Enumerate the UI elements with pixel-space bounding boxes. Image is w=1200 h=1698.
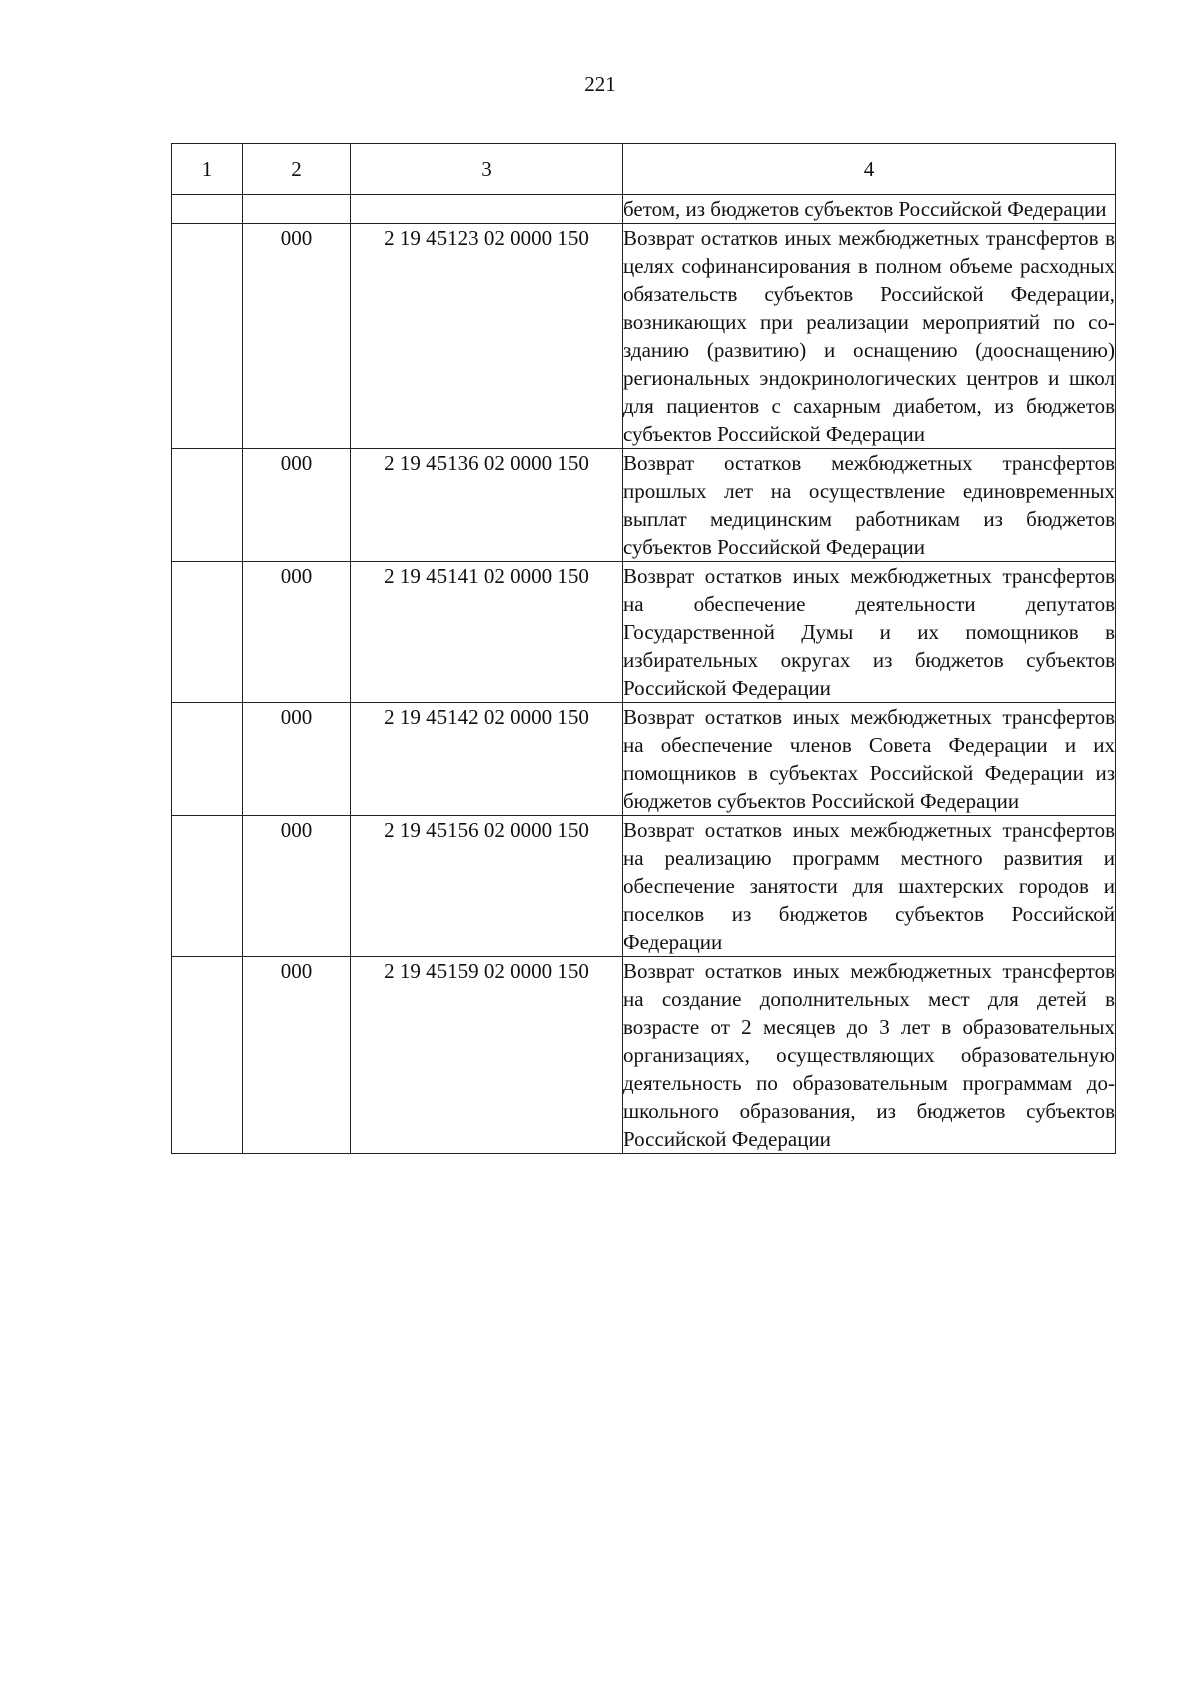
cell-description: Возврат остатков иных межбюджетных трансфертов на реализацию программ местного развития и обеспечение занятости для шахтерских городов и поселков из бюджетов субъектов Российской Федерации <box>623 816 1116 957</box>
table-row <box>172 195 1116 224</box>
column-header-1: 1 <box>172 144 243 195</box>
cell-admin-code: 000 <box>243 224 351 449</box>
cell-description: Возврат остатков иных межбюджетных трансфертов в целях софинансирования в полном объеме расходных обязательств субъектов Российской Федерации, возникающих при реализации мероприятий по созданию (развитию) и оснащению (дооснащению) региональных эндокринологических центров и школ для пациентов с сахарным диабетом, из бюджетов субъектов Российской Федерации <box>623 224 1116 449</box>
cell-budget-code: 2 19 45141 02 0000 150 <box>351 562 623 703</box>
table-row <box>172 449 1116 562</box>
cell-col1 <box>172 957 243 1154</box>
column-header-3: 3 <box>351 144 623 195</box>
cell-admin-code <box>243 195 351 224</box>
table-row <box>172 703 1116 816</box>
cell-admin-code: 000 <box>243 703 351 816</box>
page-number: 221 <box>584 72 616 96</box>
table-row <box>172 816 1116 957</box>
cell-description: Возврат остатков иных межбюджетных трансфертов на обеспечение деятельности депутатов Государственной Думы и их помощников в избирательных округах из бюджетов субъектов Российской Федерации <box>623 562 1116 703</box>
cell-admin-code: 000 <box>243 449 351 562</box>
cell-col1 <box>172 562 243 703</box>
cell-description: Возврат остатков иных межбюджетных трансфертов на обеспечение членов Совета Федерации и их помощников в субъектах Российской Федерации из бюджетов субъектов Российской Федерации <box>623 703 1116 816</box>
cell-budget-code: 2 19 45159 02 0000 150 <box>351 957 623 1154</box>
table-header-row <box>172 144 1116 195</box>
cell-admin-code: 000 <box>243 816 351 957</box>
cell-budget-code <box>351 195 623 224</box>
table-row <box>172 562 1116 703</box>
cell-admin-code: 000 <box>243 957 351 1154</box>
cell-budget-code: 2 19 45156 02 0000 150 <box>351 816 623 957</box>
cell-budget-code: 2 19 45136 02 0000 150 <box>351 449 623 562</box>
cell-description: Возврат остатков иных межбюджетных трансфертов на создание дополнительных мест для детей в возрасте от 2 месяцев до 3 лет в образовательных организациях, осуществляющих образовательную деятельность по образовательным программам дошкольного образования, из бюджетов субъектов Российской Федерации <box>623 957 1116 1154</box>
cell-col1 <box>172 224 243 449</box>
column-header-2: 2 <box>243 144 351 195</box>
cell-col1 <box>172 449 243 562</box>
cell-col1 <box>172 816 243 957</box>
cell-budget-code: 2 19 45123 02 0000 150 <box>351 224 623 449</box>
cell-col1 <box>172 703 243 816</box>
cell-description: бетом, из бюджетов субъектов Российской Федерации <box>623 195 1116 224</box>
budget-table <box>171 143 1116 1154</box>
table-row <box>172 224 1116 449</box>
cell-description: Возврат остатков межбюджетных трансфертов прошлых лет на осуществление единовременных выплат медицинским работникам из бюджетов субъектов Российской Федерации <box>623 449 1116 562</box>
cell-budget-code: 2 19 45142 02 0000 150 <box>351 703 623 816</box>
table-row <box>172 957 1116 1154</box>
cell-admin-code: 000 <box>243 562 351 703</box>
cell-col1 <box>172 195 243 224</box>
column-header-4: 4 <box>623 144 1116 195</box>
